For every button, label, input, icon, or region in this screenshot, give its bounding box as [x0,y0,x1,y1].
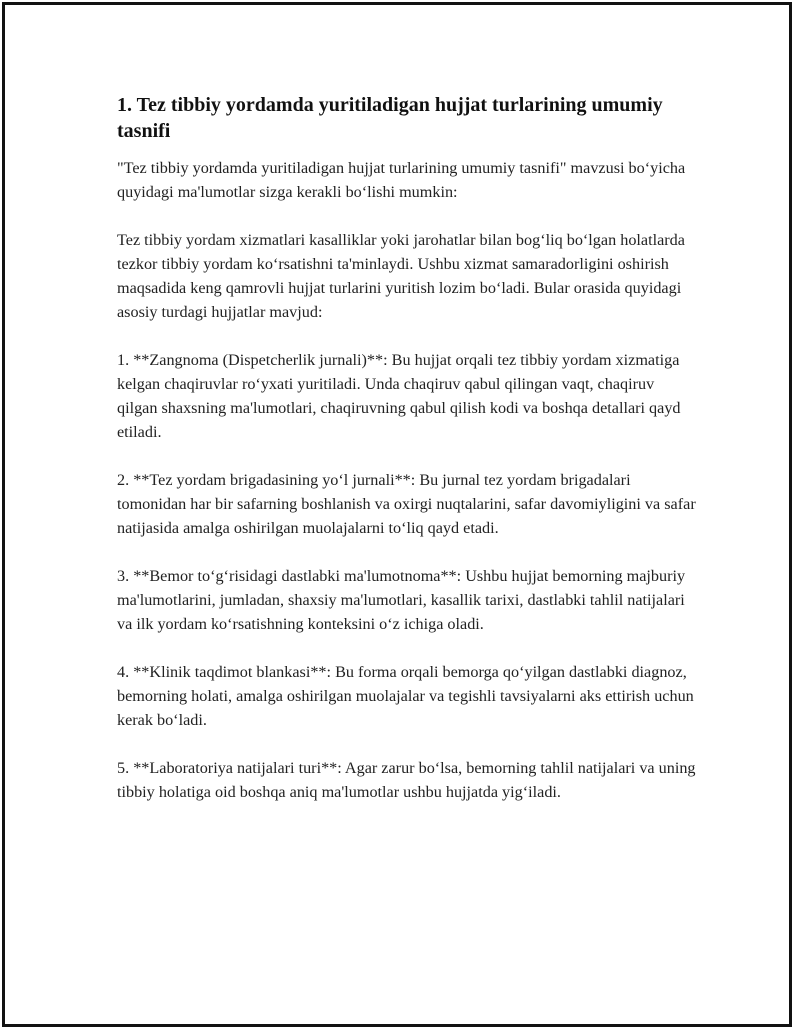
list-item-2: 2. **Tez yordam brigadasining yo‘l jurnali**: Bu jurnal tez yordam brigadalari tomonidan har bir safarning boshlanish va oxirgi nuqtalarini, safar davomiyligini va safar natijasida amalga oshirilgan muolajalarni to‘liq qayd etadi. [117,471,696,537]
list-item-1: 1. **Zangnoma (Dispetcherlik jurnali)**: Bu hujjat orqali tez tibbiy yordam xizmatiga kelgan chaqiruvlar ro‘yxati yuritiladi. Unda chaqiruv qabul qilingan vaqt, chaqiruv qilgan shaxsning ma'lumotlari, chaqiruvning qabul qilish kodi va boshqa detallari qayd etiladi. [117,351,681,441]
list-item-3: 3. **Bemor to‘g‘risidagi dastlabki ma'lumotnoma**: Ushbu hujjat bemorning majburiy ma'lumotlarini, jumladan, shaxsiy ma'lumotlari, kasallik tarixi, dastlabki tahlil natijalari va ilk yordam ko‘rsatishning konteksini o‘z ichiga oladi. [117,567,686,633]
intro-paragraph: "Tez tibbiy yordamda yuritiladigan hujjat turlarining umumiy tasnifi" mavzusi bo‘yicha quyidagi ma'lumotlar sizga kerakli bo‘lishi mumkin: [117,159,686,201]
list-item-5: 5. **Laboratoriya natijalari turi**: Agar zarur bo‘lsa, bemorning tahlil natijalari va uning tibbiy holatiga oid boshqa aniq ma'lumotlar ushbu hujjatda yig‘iladi. [117,759,696,801]
list-item-4: 4. **Klinik taqdimot blankasi**: Bu forma orqali bemorga qo‘yilgan dastlabki diagnoz, bemorning holati, amalga oshirilgan muolajalar va tegishli tavsiyalarni aks ettirish uchun kerak bo‘ladi. [117,663,694,729]
section-heading: 1. Tez tibbiy yordamda yuritiladigan hujjat turlarining umumiy tasnifi [117,94,663,142]
document-body [117,92,697,828]
overview-paragraph: Tez tibbiy yordam xizmatlari kasalliklar yoki jarohatlar bilan bog‘liq bo‘lgan holatlarda tezkor tibbiy yordam ko‘rsatishni ta'minlaydi. Ushbu xizmat samaradorligini oshirish maqsadida keng qamrovli hujjat turlarini yuritish lozim bo‘ladi. Bular orasida quyidagi asosiy turdagi hujjatlar mavjud: [117,231,685,321]
